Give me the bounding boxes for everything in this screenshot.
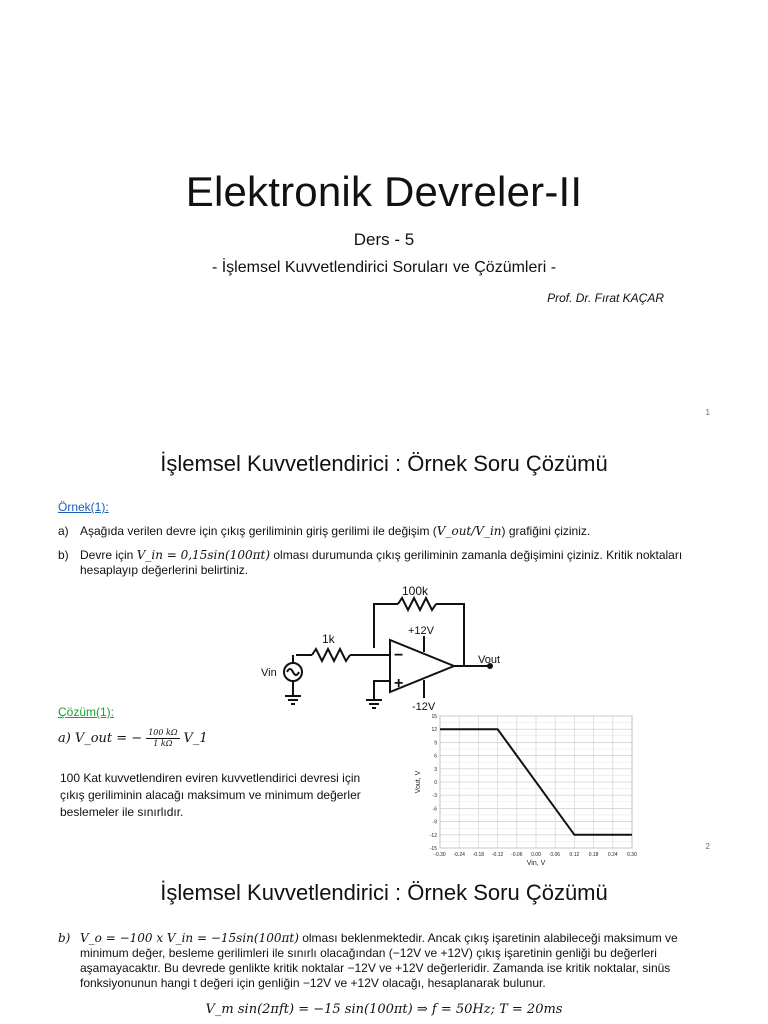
formula-lhs: V_out = − [74, 731, 143, 746]
y-tick-label: -9 [432, 819, 437, 826]
feedback-resistor [398, 598, 436, 610]
formula-fraction [146, 728, 179, 749]
question-b-text-1: Devre için [80, 548, 137, 562]
y-tick-label: 9 [434, 740, 437, 747]
x-tick-label: 0.18 [588, 852, 599, 858]
slide2-title: İşlemsel Kuvvetlendirici : Örnek Soru Çözümü [160, 451, 608, 476]
formula-rhs: V_1 [183, 731, 208, 746]
rin-label: 1k [322, 632, 335, 646]
page-number-2: 2 [705, 842, 710, 851]
y-tick-label: -3 [432, 793, 437, 800]
part-b-label: b) [58, 931, 71, 945]
formula-numerator: 100 kΩ [148, 728, 178, 737]
vin-label: Vin [261, 667, 277, 679]
x-tick-label: 0.12 [569, 852, 580, 858]
vout-label: Vout [478, 654, 501, 666]
gain-formula [58, 728, 208, 749]
x-tick-label: -0.06 [511, 852, 523, 858]
y-tick-label: 12 [431, 727, 437, 734]
vminus-label: -12V [412, 701, 436, 710]
plus-input-sign: + [394, 675, 404, 692]
x-tick-label: 0.00 [531, 852, 541, 858]
y-tick-label: 15 [431, 714, 437, 720]
author-name: Prof. Dr. Fırat KAÇAR [547, 291, 664, 305]
question-b [58, 548, 718, 578]
x-tick-label: 0.30 [627, 852, 637, 858]
y-tick-label: -15 [429, 846, 437, 852]
question-a [58, 524, 718, 539]
question-a-label: a) [58, 524, 69, 538]
formula-denominator: 1 kΩ [153, 739, 173, 748]
slide1-title: Elektronik Devreler-II [185, 168, 583, 215]
y-tick-label: -6 [432, 806, 437, 813]
x-tick-label: -0.18 [472, 852, 485, 858]
slide3-title: İşlemsel Kuvvetlendirici : Örnek Soru Çözümü [160, 880, 608, 905]
question-a-text-2: ) grafiğini çiziniz. [501, 524, 591, 538]
formula-label: a) [58, 731, 71, 746]
y-tick-label: 3 [434, 766, 437, 773]
y-tick-label: 0 [434, 780, 437, 786]
question-b-math: V_in = 0,15sin(100πt) [136, 548, 271, 562]
inverting-amplifier-circuit [258, 580, 508, 710]
x-axis-label: Vin, V [526, 860, 546, 867]
plus-input-wire [374, 681, 390, 700]
y-tick-label: -12 [429, 832, 437, 839]
sine-symbol [287, 669, 299, 675]
ground-symbols [285, 696, 382, 708]
part-b-text: olması beklenmektedir. Ancak çıkış işaretinin alabileceği maksimum ve minimum değer, besleme gerilimleri ile sınırlı olacağından (−12V ve +12V) çıkış işaretinin genliği bu değerleri aşamayacaktır. Bu devrede genlikte kritik noktalar −12V ve +12V değerleridir. Zamanda ise kritik noktalar, sinüs fonksiyonunun hangi t değeri için genliğin −12V ve +12V olacağı, hesaplanarak bulunur. [80, 931, 678, 990]
y-tick-label: 6 [434, 753, 437, 760]
transfer-characteristic-chart [410, 710, 646, 868]
question-a-text-1: Aşağıda verilen devre için çıkış geriliminin giriş gerilimi ile değişim ( [80, 524, 437, 538]
explanation-text: 100 Kat kuvvetlendiren eviren kuvvetlendirici devresi için çıkış geriliminin alacağı maksimum ve minimum değerler beslemeler ile sınırlıdır. [60, 771, 361, 819]
question-b-label: b) [58, 548, 69, 562]
x-tick-label: -0.30 [434, 852, 446, 858]
page-number-1: 1 [705, 408, 710, 417]
solution-label: Çözüm(1): [58, 705, 115, 719]
y-axis-label: Vout, V [415, 770, 422, 794]
x-tick-label: 0.24 [607, 852, 618, 858]
lesson-number: Ders - 5 [353, 230, 415, 249]
vplus-label: +12V [408, 625, 434, 637]
input-resistor [312, 649, 350, 661]
x-tick-label: -0.24 [453, 852, 465, 858]
rf-label: 100k [402, 584, 429, 598]
part-b-paragraph [58, 931, 710, 991]
slide1-subtitle: - İşlemsel Kuvvetlendirici Soruları ve Çözümleri - [211, 259, 557, 276]
minus-input-sign: − [394, 647, 404, 664]
x-tick-label: -0.12 [491, 852, 504, 858]
question-a-math: V_out/V_in [436, 524, 502, 538]
period-formula: V_m sin(2πft) = −15 sin(100πt) ⇒ f = 50Hz; T = 20ms [205, 1002, 563, 1017]
part-b-math: V_o = −100 x V_in = −15sin(100πt) [80, 931, 299, 945]
x-tick-label: 0.06 [550, 852, 561, 858]
feedback-wire-right [436, 604, 464, 665]
question-b-text-2: olması durumunda çıkış geriliminin zamanla değişimini çiziniz. Kritik noktaları hesaplayıp değerlerini belirtiniz. [80, 548, 683, 577]
example-label: Örnek(1): [58, 500, 109, 514]
